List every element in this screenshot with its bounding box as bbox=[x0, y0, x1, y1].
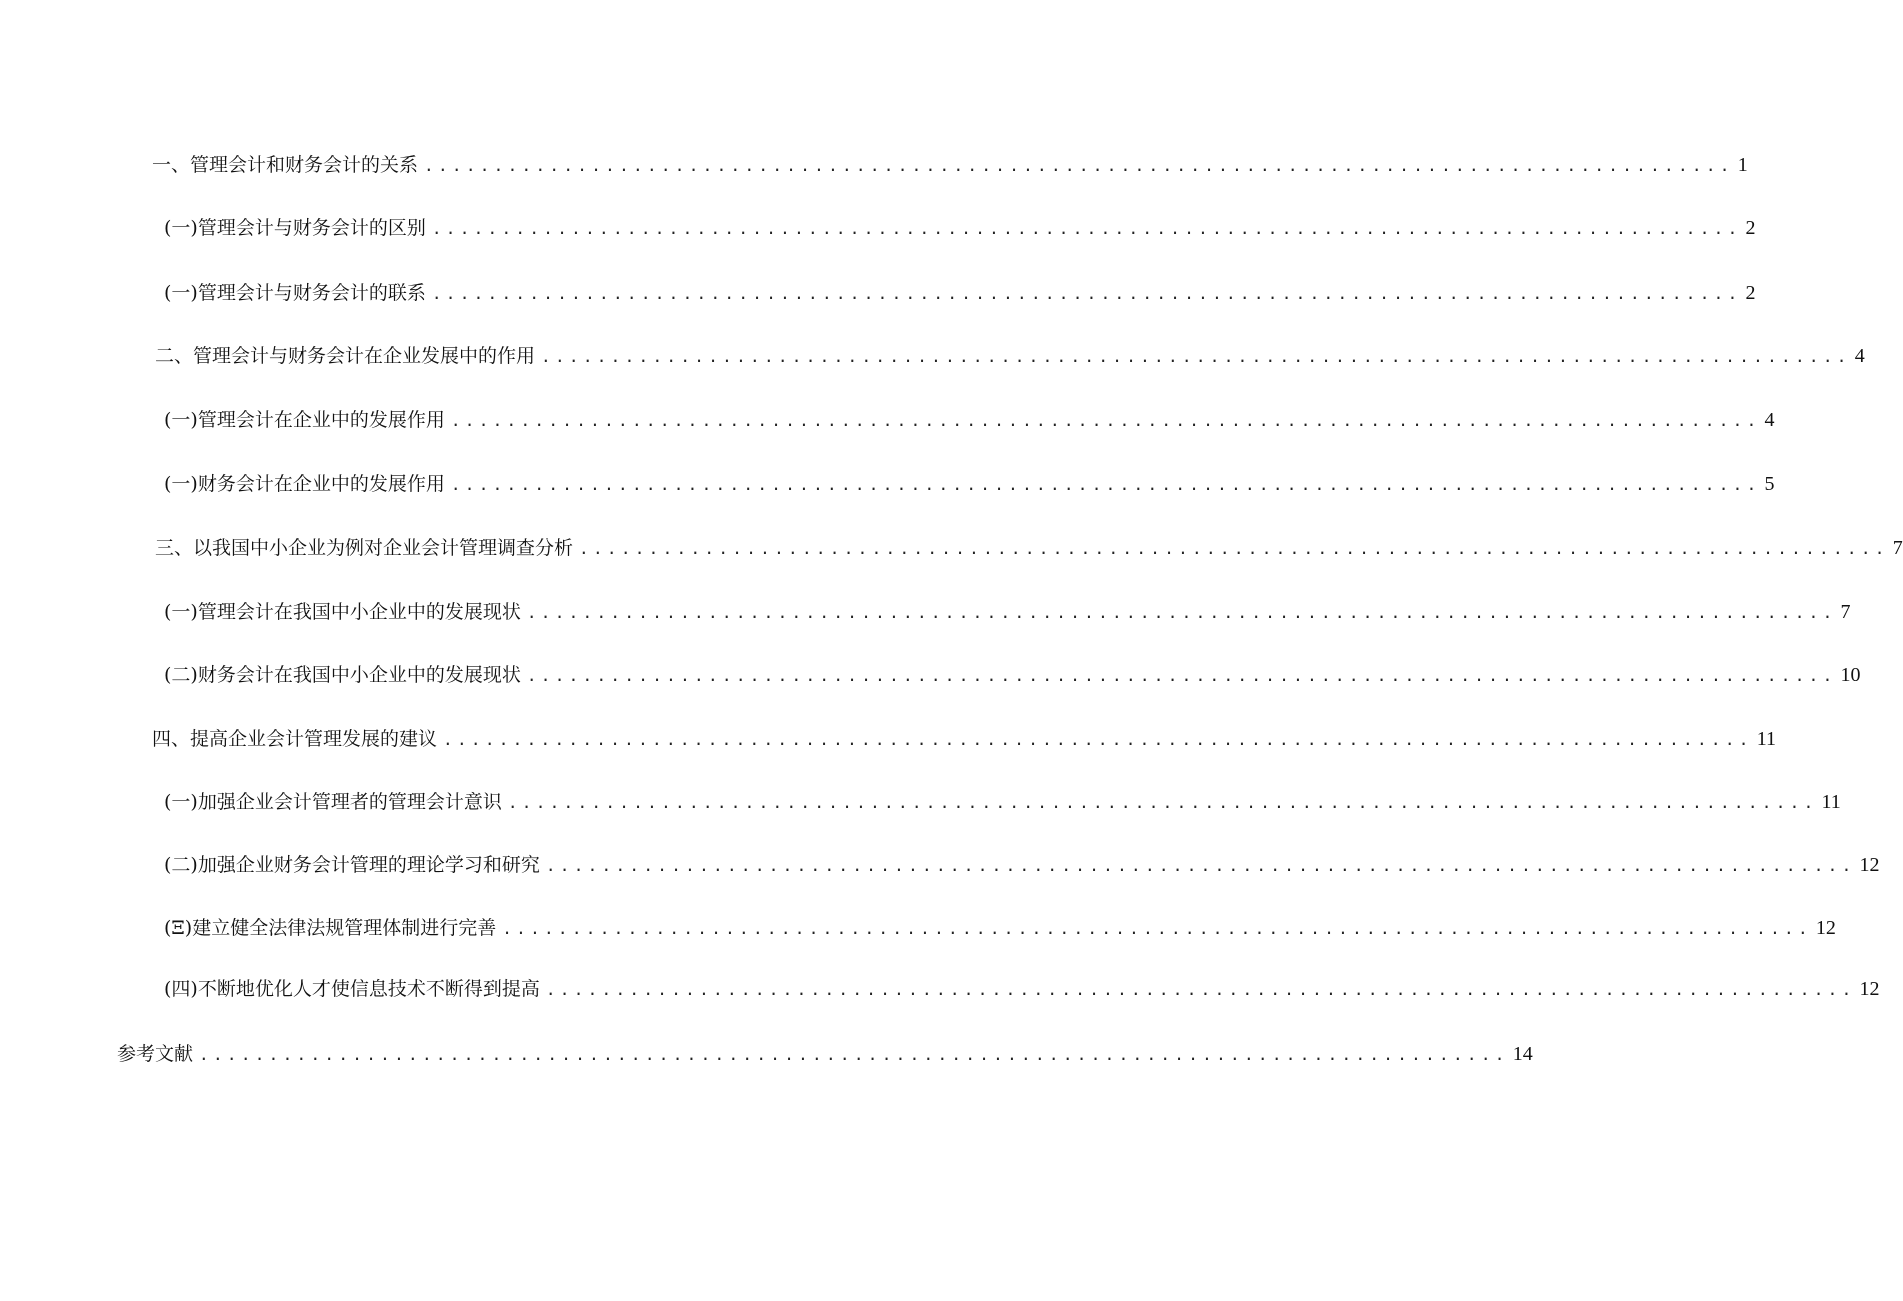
toc-entry-subsection-4-4[interactable] bbox=[164, 974, 1880, 1004]
toc-entry-page-number: 11 bbox=[1756, 728, 1776, 750]
toc-dot-leader: .............................................................................................. bbox=[502, 919, 1812, 938]
toc-dot-leader: .............................................................................................. bbox=[199, 1045, 1509, 1064]
toc-entry-subsection-2-1[interactable] bbox=[164, 405, 1775, 435]
toc-entry-section-1[interactable] bbox=[152, 150, 1748, 180]
toc-entry-page-number: 1 bbox=[1737, 154, 1748, 176]
toc-entry-title: (一)加强企业会计管理者的管理会计意识 bbox=[164, 791, 502, 813]
toc-entry-title: 参考文献 bbox=[117, 1043, 194, 1065]
toc-entry-title: 四、提高企业会计管理发展的建议 bbox=[152, 728, 438, 750]
toc-entry-page-number: 10 bbox=[1840, 664, 1861, 686]
toc-dot-leader: .............................................................................................. bbox=[545, 856, 1856, 875]
toc-entry-title: 三、以我国中小企业为例对企业会计管理调查分析 bbox=[155, 537, 574, 559]
toc-entry-title: (一)管理会计在企业中的发展作用 bbox=[164, 409, 445, 431]
toc-dot-leader: .............................................................................................. bbox=[526, 666, 1837, 685]
toc-entry-page-number: 12 bbox=[1815, 917, 1836, 939]
toc-entry-subsection-4-3[interactable] bbox=[164, 913, 1836, 943]
toc-entry-page-number: 4 bbox=[1854, 345, 1865, 367]
toc-entry-title: (一)管理会计与财务会计的联系 bbox=[164, 282, 426, 304]
toc-dot-leader: .............................................................................................. bbox=[507, 793, 1818, 812]
toc-entry-page-number: 2 bbox=[1745, 282, 1756, 304]
toc-dot-leader: .............................................................................................. bbox=[450, 475, 1761, 494]
toc-entry-section-3[interactable] bbox=[155, 533, 1903, 563]
toc-dot-leader: .............................................................................................. bbox=[545, 980, 1856, 999]
toc-entry-section-4[interactable] bbox=[152, 724, 1776, 754]
toc-entry-subsection-1-1[interactable] bbox=[164, 213, 1756, 243]
toc-dot-leader: .............................................................................................. bbox=[579, 539, 1889, 558]
toc-entry-subsection-3-1[interactable] bbox=[164, 597, 1851, 627]
toc-dot-leader: .............................................................................................. bbox=[443, 730, 1753, 749]
toc-dot-leader: .............................................................................................. bbox=[431, 219, 1742, 238]
toc-entry-page-number: 11 bbox=[1821, 791, 1841, 813]
toc-entry-page-number: 7 bbox=[1892, 537, 1903, 559]
toc-entry-title: (一)管理会计与财务会计的区别 bbox=[164, 217, 426, 239]
toc-entry-subsection-4-1[interactable] bbox=[164, 787, 1841, 817]
toc-dot-leader: .............................................................................................. bbox=[541, 347, 1851, 366]
toc-entry-section-2[interactable] bbox=[155, 341, 1865, 371]
toc-dot-leader: .............................................................................................. bbox=[526, 603, 1837, 622]
toc-entry-page-number: 4 bbox=[1764, 409, 1775, 431]
toc-entry-title: (一)财务会计在企业中的发展作用 bbox=[164, 473, 445, 495]
toc-entry-subsection-3-2[interactable] bbox=[164, 660, 1861, 690]
toc-entry-title: (一)管理会计在我国中小企业中的发展现状 bbox=[164, 601, 521, 623]
toc-entry-page-number: 14 bbox=[1512, 1043, 1533, 1065]
toc-entry-title: 二、管理会计与财务会计在企业发展中的作用 bbox=[155, 345, 536, 367]
toc-dot-leader: .............................................................................................. bbox=[450, 411, 1761, 430]
toc-entry-page-number: 7 bbox=[1840, 601, 1851, 623]
toc-entry-page-number: 5 bbox=[1764, 473, 1775, 495]
toc-entry-page-number: 12 bbox=[1859, 854, 1880, 876]
toc-dot-leader: .............................................................................................. bbox=[424, 156, 1734, 175]
toc-entry-references[interactable] bbox=[117, 1039, 1533, 1069]
toc-entry-title: (Ξ)建立健全法律法规管理体制进行完善 bbox=[164, 917, 497, 939]
toc-entry-title: (二)加强企业财务会计管理的理论学习和研究 bbox=[164, 854, 540, 876]
toc-entry-page-number: 12 bbox=[1859, 978, 1880, 1000]
toc-entry-subsection-2-2[interactable] bbox=[164, 469, 1775, 499]
toc-dot-leader: .............................................................................................. bbox=[431, 284, 1742, 303]
toc-entry-title: 一、管理会计和财务会计的关系 bbox=[152, 154, 419, 176]
toc-entry-page-number: 2 bbox=[1745, 217, 1756, 239]
toc-entry-title: (二)财务会计在我国中小企业中的发展现状 bbox=[164, 664, 521, 686]
toc-entry-subsection-4-2[interactable] bbox=[164, 850, 1880, 880]
toc-entry-title: (四)不断地优化人才使信息技术不断得到提高 bbox=[164, 978, 540, 1000]
toc-entry-subsection-1-2[interactable] bbox=[164, 278, 1756, 308]
